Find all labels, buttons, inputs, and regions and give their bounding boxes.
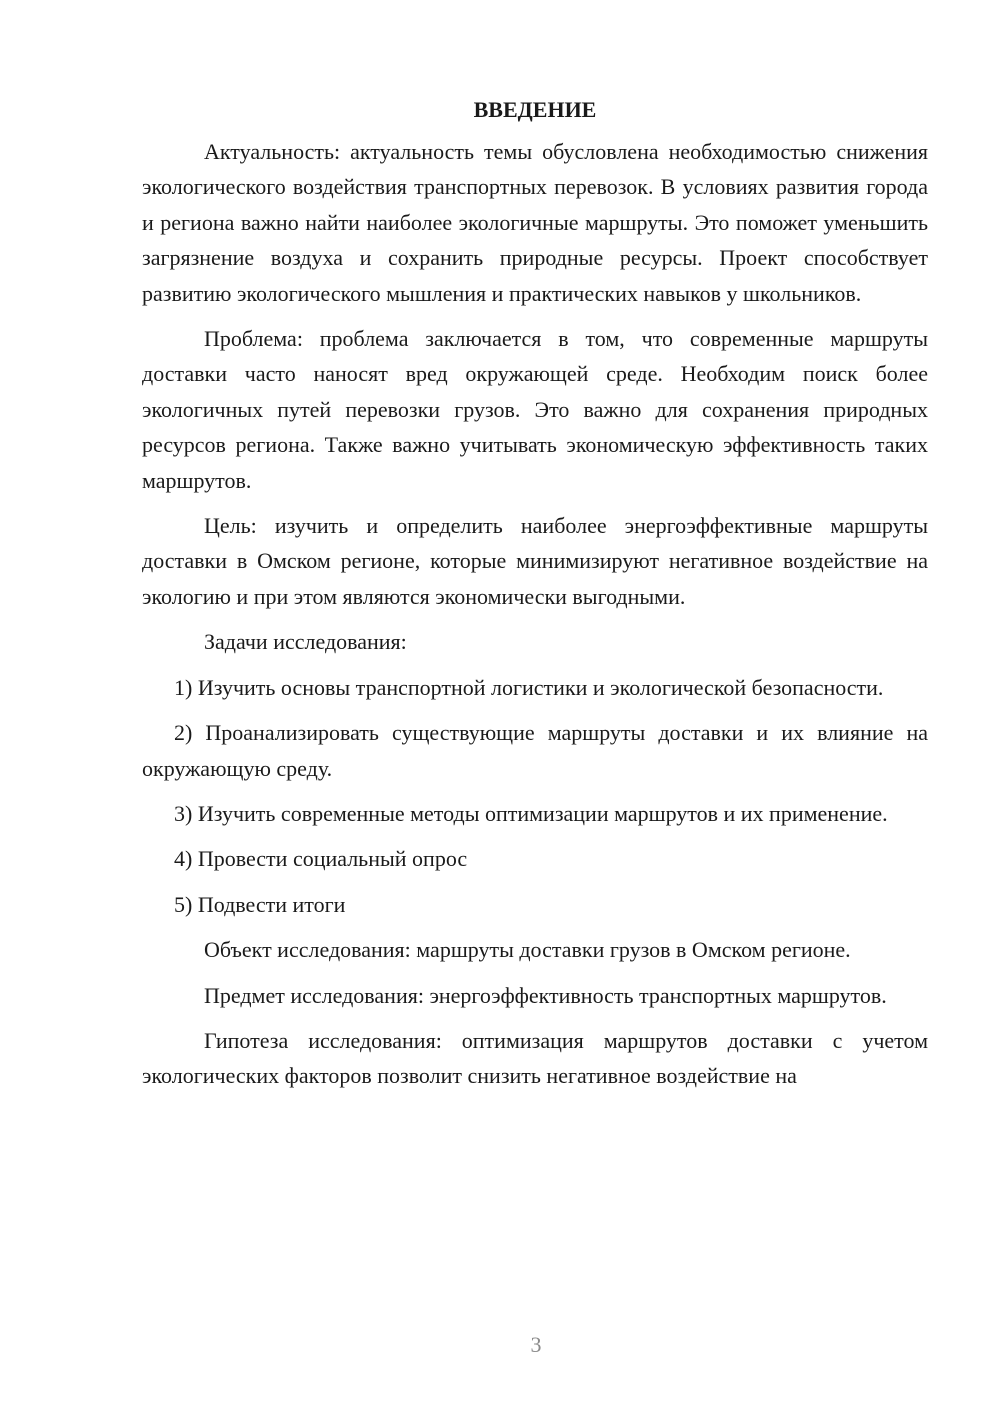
task-item: 1) Изучить основы транспортной логистики и экологической безопасности.	[174, 674, 884, 700]
hypothesis-paragraph: Гипотеза исследования: оптимизация маршрутов доставки с учетом экологических факторов позволит снизить негативное воздействие на	[142, 1027, 928, 1089]
subject-paragraph: Предмет исследования: энергоэффективность транспортных маршрутов.	[204, 982, 887, 1008]
goal-paragraph: Цель: изучить и определить наиболее энергоэффективные маршруты доставки в Омском регионе, которые минимизируют негативное воздействие на экологию и при этом являются экономически выгодными.	[142, 513, 928, 609]
section-heading: ВВЕДЕНИЕ	[473, 97, 597, 122]
task-item: 3) Изучить современные методы оптимизации маршрутов и их применение.	[174, 800, 888, 826]
task-item: 2) Проанализировать существующие маршруты доставки и их влияние на окружающую среду.	[142, 720, 928, 781]
object-paragraph: Объект исследования: маршруты доставки грузов в Омском регионе.	[204, 937, 851, 963]
task-item: 4) Провести социальный опрос	[174, 846, 468, 872]
page-number: 3	[530, 1332, 542, 1357]
problem-paragraph: Проблема: проблема заключается в том, что современные маршруты доставки часто наносят вред окружающей среде. Необходим поиск более экологичных путей перевозки грузов. Это важно для сохранения природных ресурсов региона. Также важно учитывать экономическую эффективность таких маршрутов.	[142, 326, 928, 493]
relevance-paragraph: Актуальность: актуальность темы обусловлена необходимостью снижения экологического воздействия транспортных перевозок. В условиях развития города и региона важно найти наиболее экологичные маршруты. Это поможет уменьшить загрязнение воздуха и сохранить природные ресурсы. Проект способствует развитию экологического мышления и практических навыков у школьников.	[142, 139, 928, 306]
tasks-title: Задачи исследования:	[204, 629, 407, 655]
document-page	[142, 92, 928, 1104]
task-item: 5) Подвести итоги	[174, 891, 346, 917]
